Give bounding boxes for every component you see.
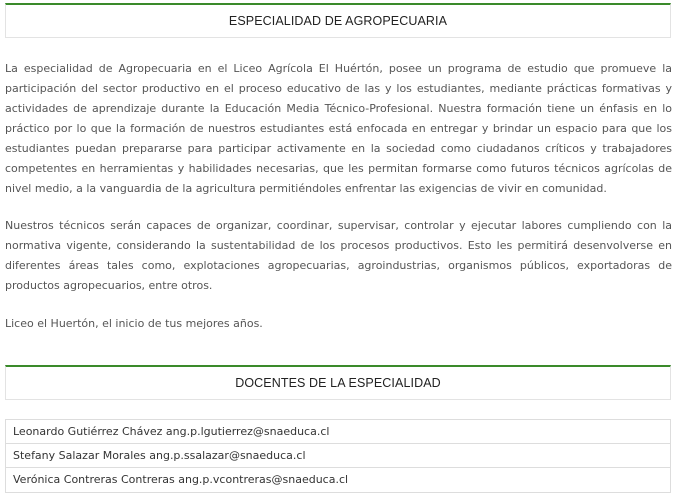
teacher-list bbox=[5, 419, 671, 493]
section-header-especialidad bbox=[5, 3, 671, 38]
teacher-row-gutierrez: Leonardo Gutiérrez Chávez ang.p.lgutierrez@snaeduca.cl bbox=[6, 420, 670, 444]
section-title-docentes: DOCENTES DE LA ESPECIALIDAD bbox=[235, 376, 441, 390]
intro-paragraph: La especialidad de Agropecuaria en el Liceo Agrícola El Huértón, posee un programa de estudio que promueve la participación del sector productivo en el proceso educativo de las y los estudiantes, mediante prácticas formativas y actividades de aprendizaje durante la Educación Media Técnico-Profesional. Nuestra formación tiene un énfasis en lo práctico por lo que la formación de nuestros estudiantes está enfocada en entregar y brindar un espacio para que los estudiantes puedan prepararse para participar activamente en la sociedad como ciudadanos críticos y trabajadores competentes en herramientas y habilidades necesarias, que les permitan formarse como futuros técnicos agrícolas de nivel medio, a la vanguardia de la agricultura permitiéndoles enfrentar las exigencias de vivir en comunidad. bbox=[5, 62, 672, 195]
teacher-row-contreras: Verónica Contreras Contreras ang.p.vcontreras@snaeduca.cl bbox=[13, 473, 349, 486]
tagline-paragraph: Liceo el Huertón, el inicio de tus mejores años. bbox=[5, 317, 263, 330]
teacher-row-salazar: Stefany Salazar Morales ang.p.ssalazar@snaeduca.cl bbox=[6, 444, 670, 468]
skills-paragraph: Nuestros técnicos serán capaces de organizar, coordinar, supervisar, controlar y ejecutar labores cumpliendo con la normativa vigente, considerando la sustentabilidad de los procesos productivos. Esto les permitirá desenvolverse en diferentes áreas tales como, explotaciones agropecuarias, agroindustrias, organismos públicos, exportadoras de productos agropecuarios, entre otros. bbox=[5, 219, 672, 292]
section-title-especialidad: ESPECIALIDAD DE AGROPECUARIA bbox=[228, 14, 448, 28]
section-header-docentes bbox=[5, 365, 671, 400]
